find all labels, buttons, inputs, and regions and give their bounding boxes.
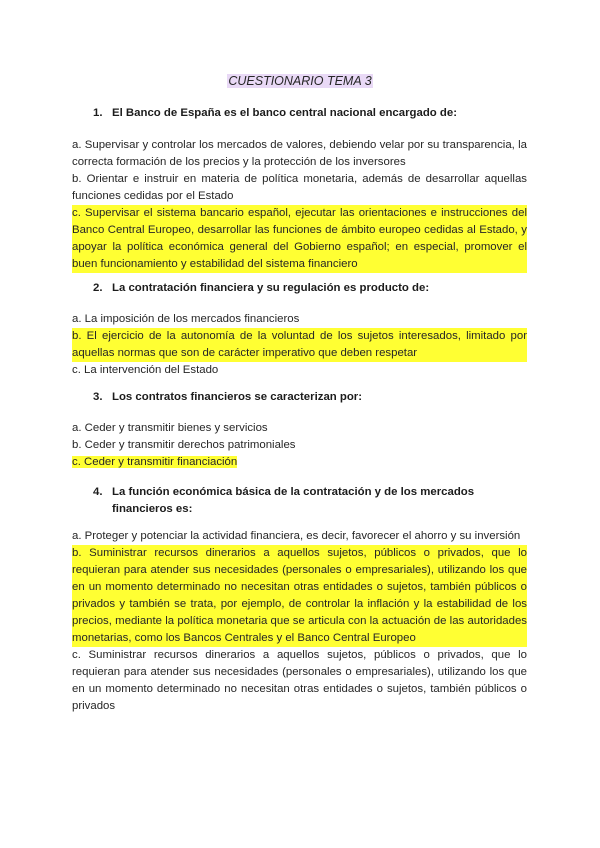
option-c-text: c. Ceder y transmitir financiación [72,456,238,468]
question-number: 1. [93,107,103,119]
option-a: a. Ceder y transmitir bienes y servicios [72,422,268,434]
option-c-highlighted [72,454,527,471]
question-text: El Banco de España es el banco central nacional encargado de: [112,107,457,119]
question-text: La contratación financiera y su regulación es producto de: [112,282,430,294]
option-a: a. Proteger y potenciar la actividad financiera, es decir, favorecer el ahorro y su inversión [72,530,521,542]
question-number: 4. [93,486,103,498]
option-b: b. Orientar e instruir en materia de política monetaria, además de desarrollar aquellas funciones cedidas por el Estado [72,173,527,202]
option-b-highlighted: b. Suministrar recursos dinerarios a aquellos sujetos, públicos o privados, que lo requieran para atender sus necesidades (personales o empresariales), utilizando los que en un momento determinado no necesitan otras entidades o sujetos, también públicos o privados y también se trata, por ejemplo, de controlar la inflación y la estabilidad de los precios, mediante la política monetaria que se articula con la actuación de las autoridades monetarias, como los Bancos Centrales y el Banco Central Europeo [72,545,527,647]
question-3 [93,389,532,406]
question-text: Los contratos financieros se caracterizan por: [112,391,363,403]
answers-1 [72,137,527,273]
answers-2 [72,311,527,379]
answers-4 [72,528,527,715]
page-title: CUESTIONARIO TEMA 3 [228,74,372,88]
question-1 [93,105,532,122]
option-a: a. Supervisar y controlar los mercados de valores, debiendo velar por su transparencia, la correcta formación de los precios y la protección de los inversores [72,139,527,168]
option-c: c. Suministrar recursos dinerarios a aquellos sujetos, públicos o privados, que lo requieran para atender sus necesidades (personales o empresariales), utilizando los que en un momento determinado no necesitan otras entidades o sujetos, también públicos o privados [72,649,527,712]
question-2 [93,280,532,297]
question-text: La función económica básica de la contratación y de los mercados financieros es: [112,486,475,515]
answers-3 [72,420,527,471]
option-c-highlighted: c. Supervisar el sistema bancario español, ejecutar las orientaciones e instrucciones del Banco Central Europeo, desarrollar las funciones de ámbito europeo cedidas al Estado, y apoyar la política económica general del Gobierno español; en especial, promover el buen funcionamiento y estabilidad del sistema financiero [72,205,527,273]
question-number: 2. [93,282,103,294]
question-4 [93,484,532,518]
question-number: 3. [93,391,103,403]
option-c: c. La intervención del Estado [72,364,219,376]
option-a: a. La imposición de los mercados financieros [72,313,300,325]
option-b-highlighted: b. El ejercicio de la autonomía de la voluntad de los sujetos interesados, limitado por aquellas normas que son de carácter imperativo que deben respetar [72,328,527,362]
option-b: b. Ceder y transmitir derechos patrimoniales [72,439,296,451]
